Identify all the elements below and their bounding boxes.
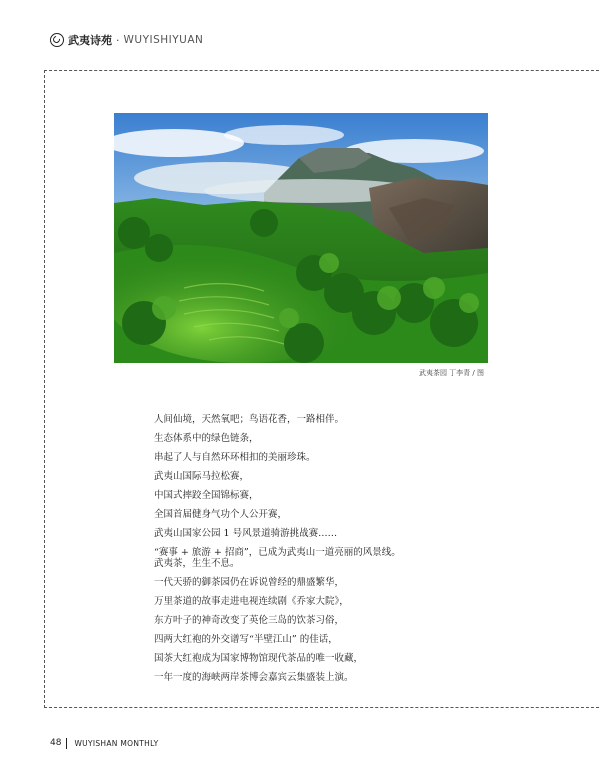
poem-line: 生态体系中的绿色链条， bbox=[154, 433, 259, 444]
landscape-image bbox=[114, 113, 488, 363]
poem-line: 串起了人与自然环环相扣的美丽珍珠。 bbox=[154, 452, 316, 463]
poem-line: 武夷山国家公园 1 号风景道骑游挑战赛…… bbox=[154, 528, 338, 539]
poem-line: 人间仙境，天然氧吧；鸟语花香，一路相伴。 bbox=[154, 414, 345, 425]
magazine-title: WUYISHAN MONTHLY bbox=[74, 738, 159, 748]
page-number: 48 bbox=[50, 738, 62, 748]
poem-stanza-2 bbox=[154, 554, 454, 687]
poem-line: 武夷茶，生生不息。 bbox=[154, 558, 240, 569]
poem-line: 武夷山国际马拉松赛， bbox=[154, 471, 250, 482]
poem-line: 全国首届健身气功个人公开赛， bbox=[154, 509, 288, 520]
photo-caption: 武夷茶园 丁李青 / 图 bbox=[418, 369, 484, 377]
poem-line: “赛事 + 旅游 + 招商”，已成为武夷山一道亮丽的风景线。 bbox=[154, 547, 401, 558]
poem-line: 一代天骄的御茶园仍在诉说曾经的鼎盛繁华， bbox=[154, 577, 345, 588]
poem-line: 一年一度的海峡两岸茶博会嘉宾云集盛装上演。 bbox=[154, 672, 354, 683]
poem-line: 东方叶子的神奇改变了英伦三岛的饮茶习俗， bbox=[154, 615, 345, 626]
section-separator: · bbox=[116, 33, 120, 47]
footer-divider bbox=[66, 738, 67, 749]
poem-stanza-1 bbox=[154, 410, 454, 562]
poem-line: 国茶大红袍成为国家博物馆现代茶品的唯一收藏， bbox=[154, 653, 364, 664]
poem-line: 万里茶道的故事走进电视连续剧《乔家大院》， bbox=[154, 596, 349, 607]
tea-garden-photo bbox=[114, 113, 488, 363]
poem-line: 四两大红袍的外交谱写“半壁江山” 的佳话， bbox=[154, 634, 338, 645]
poem-line: 中国式摔跤全国锦标赛， bbox=[154, 490, 259, 501]
page-footer bbox=[50, 737, 158, 749]
page-header bbox=[50, 31, 203, 49]
section-title: 武夷诗苑 bbox=[68, 34, 112, 47]
wuyi-logo-icon bbox=[50, 33, 64, 47]
section-title-en: WUYISHIYUAN bbox=[123, 34, 204, 46]
